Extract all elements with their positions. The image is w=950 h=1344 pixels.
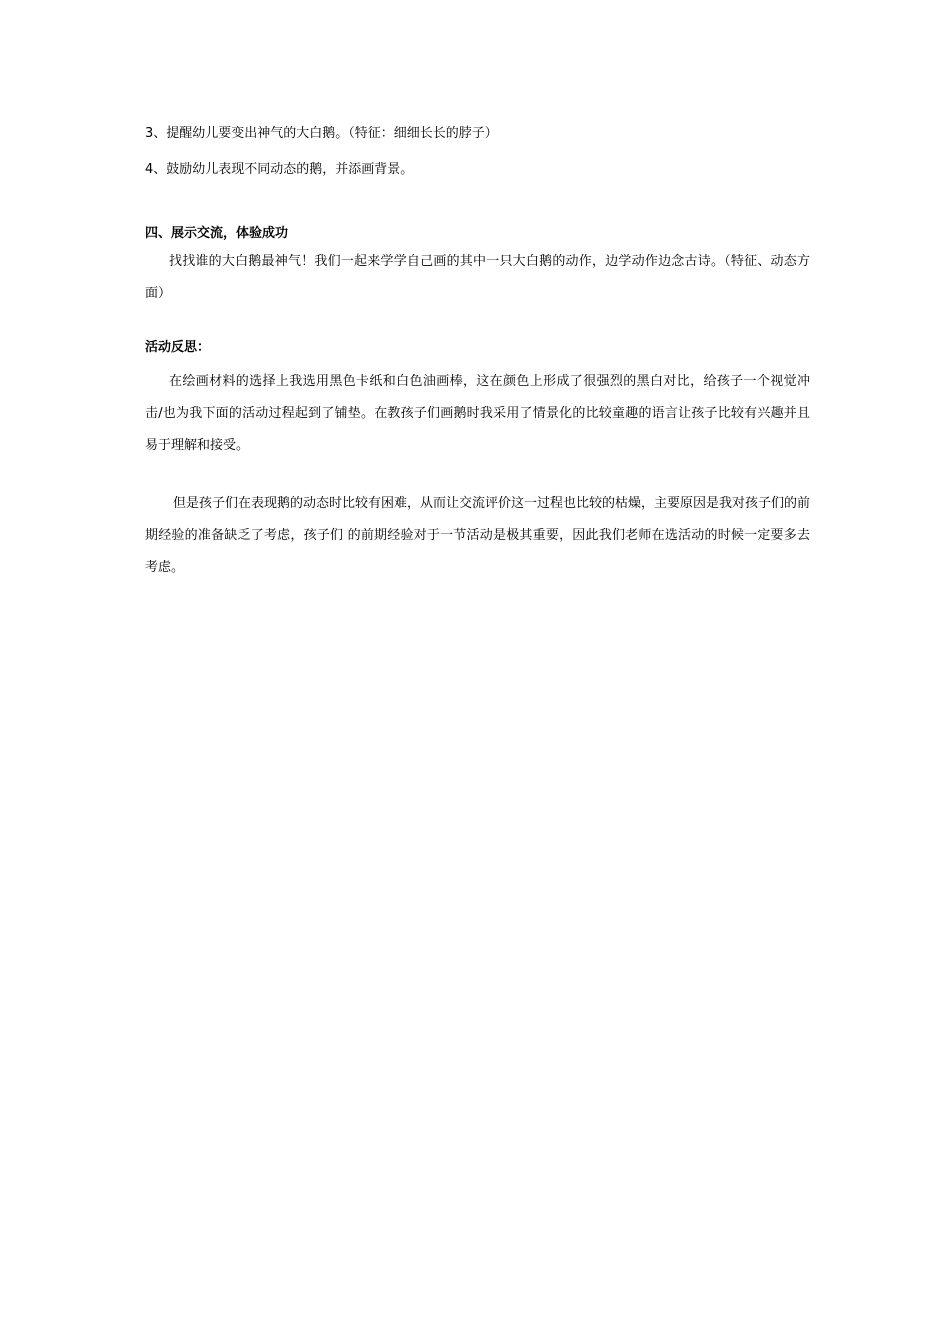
step-item-3: 3、提醒幼儿要变出神气的大白鹅。（特征：细细长长的脖子） <box>145 126 498 141</box>
section-paragraph: 找找谁的大白鹅最神气！我们一起来学学自己画的其中一只大白鹅的动作，边学动作边念古诗。（特征、动态方面） <box>145 254 810 301</box>
reflection-paragraph-1: 在绘画材料的选择上我选用黑色卡纸和白色油画棒，这在颜色上形成了很强烈的黑白对比，给孩子一个视觉冲击/也为我下面的活动过程起到了铺垫。在教孩子们画鹅时我采用了情景化的比较童趣的语言让孩子比较有兴趣并且易于理解和接受。 <box>145 374 810 453</box>
document-body <box>145 124 810 584</box>
step-item-4: 4、鼓励幼儿表现不同动态的鹅，并添画背景。 <box>145 162 414 177</box>
section-heading: 四、展示交流，体验成功 <box>145 226 289 241</box>
reflection-paragraph-2: 但是孩子们在表现鹅的动态时比较有困难，从而让交流评价这一过程也比较的枯燥，主要原因是我对孩子们的前期经验的准备缺乏了考虑，孩子们 的前期经验对于一节活动是极其重要，因此我们老师在选活动的时候一定要多去考虑。 <box>145 496 811 575</box>
reflection-heading: 活动反思： <box>145 340 211 355</box>
